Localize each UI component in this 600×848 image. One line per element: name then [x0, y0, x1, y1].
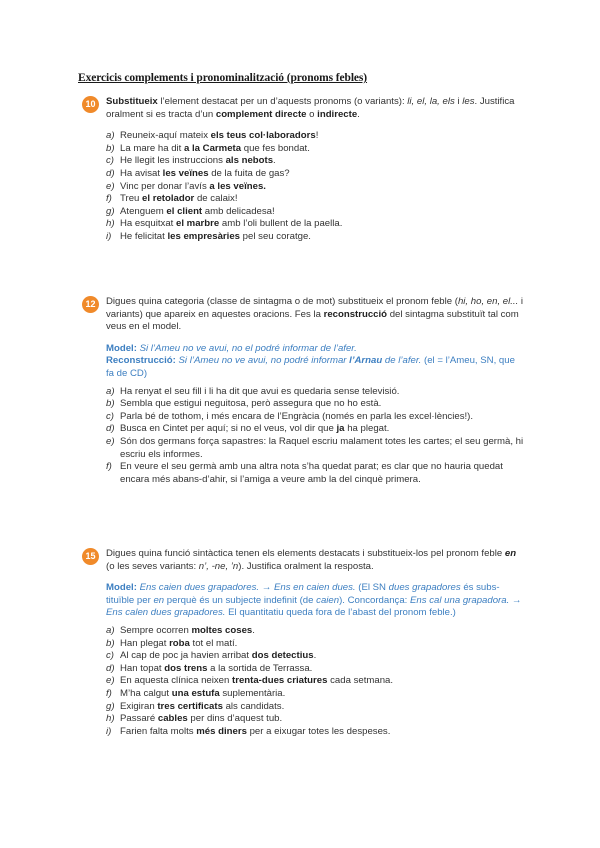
- item-text-end: que fes bondat.: [241, 142, 310, 154]
- item-highlight: els teus col·laboradors: [210, 130, 316, 142]
- item-text: Parla bé de tothom, i més encara de l’Engràcia (només en parla les excel·lències!).: [120, 410, 474, 422]
- item-highlight: a la Carmeta: [184, 142, 242, 154]
- item-letter: b): [106, 637, 115, 649]
- list-item: [106, 436, 524, 461]
- list-item: [106, 168, 524, 181]
- item-letter: d): [106, 167, 115, 179]
- list-item: [106, 181, 524, 194]
- list-item: [106, 675, 524, 688]
- item-text: M’ha calgut: [120, 687, 172, 699]
- list-item: [106, 155, 524, 168]
- item-highlight: roba: [169, 637, 190, 649]
- list-item: [106, 143, 524, 156]
- item-text: Ha renyat el seu fill i li ha dit que avui es quedaria sense televisió.: [120, 385, 400, 397]
- exercise-statement: Digues quina categoria (classe de sintagma o de mot) substitueix el pronom feble (hi, ho, en, el... i variants) que apareix en aquestes oracions. Fes la reconstrucció del sintagma substituït tal com veus en el model.: [106, 296, 524, 333]
- page-title: Exercicis complements i pronominalització (pronoms febles): [78, 72, 368, 84]
- item-text: En veure el seu germà amb una altra nota s’ha quedat parat; es clar que no hauria quedat encara més abans-d’ahir, si l’amiga a veure amb la del cinquè primera.: [120, 461, 503, 485]
- item-text-end: per dins d’aquest tub.: [187, 713, 283, 725]
- item-letter: a): [106, 130, 115, 142]
- item-highlight: més diners: [196, 725, 247, 737]
- item-text: La mare ha dit: [120, 142, 184, 154]
- item-text-end: de la fuita de gas?: [208, 167, 290, 179]
- exercise-statement: Digues quina funció sintàctica tenen els elements destacats i substitueix-los pel pronom feble en (o les seves variants: n’, -ne, ’n). Justifica oralment la resposta.: [106, 548, 517, 572]
- item-letter: a): [106, 385, 115, 397]
- list-item: [106, 218, 524, 231]
- list-item: [106, 411, 524, 424]
- item-highlight: ja: [336, 423, 345, 435]
- item-highlight: el marbre: [176, 218, 220, 230]
- item-highlight: el retolador: [142, 193, 195, 205]
- item-text-end: .: [252, 624, 255, 636]
- list-item: [106, 638, 524, 651]
- list-item: [106, 650, 524, 663]
- item-text-end: als candidats.: [222, 700, 285, 712]
- item-letter: a): [106, 624, 115, 636]
- item-text: Ha avisat: [120, 167, 163, 179]
- item-letter: f): [106, 687, 112, 699]
- item-text-end: a la sortida de Terrassa.: [207, 662, 313, 674]
- item-letter: i): [106, 725, 112, 737]
- item-highlight: les empresàries: [167, 230, 241, 242]
- item-text: Treu: [120, 193, 143, 205]
- item-letter: f): [106, 193, 112, 205]
- list-item: [106, 193, 524, 206]
- item-letter: h): [106, 218, 115, 230]
- list-item: [106, 398, 524, 411]
- item-text: Passaré: [120, 713, 158, 725]
- list-item: [106, 206, 524, 219]
- item-letter: c): [106, 155, 114, 167]
- list-item: [106, 231, 524, 244]
- exercise-12: [84, 296, 524, 486]
- list-item: [106, 713, 524, 726]
- exercise-statement: Substitueix l’element destacat per un d’aquests pronoms (o variants): li, el, la, els i les. Justifica oralment si es tracta d’un complement directe o indirecte.: [106, 96, 515, 120]
- exercise-number-badge: 10: [82, 96, 99, 113]
- item-text: Han plegat: [120, 637, 170, 649]
- item-letter: c): [106, 410, 114, 422]
- item-text: Sempre ocorren: [120, 624, 192, 636]
- item-highlight: el client: [166, 205, 203, 217]
- item-letter: e): [106, 435, 115, 447]
- item-text: Al cap de poc ja havien arribat: [120, 650, 252, 662]
- list-item: [106, 423, 524, 436]
- item-letter: i): [106, 230, 112, 242]
- item-text-end: .: [273, 155, 276, 167]
- item-letter: f): [106, 461, 112, 473]
- item-letter: b): [106, 142, 115, 154]
- item-text: Ha esquitxat: [120, 218, 176, 230]
- item-text-end: tot el matí.: [189, 637, 238, 649]
- item-text: Són dos germans força sapastres: la Raquel escriu malament totes les cartes; el seu germà, hi escriu els informes.: [120, 435, 524, 460]
- model-example: Model: Ens caien dues grapadores. → Ens en caien dues. (El SN dues grapadores és substitu‍ïble per en perquè és un subjecte indefinit (de caien). Concordança: Ens cal una grapadora. → Ens calen dues grapadores. El quantitatiu queda fora de l’abast del pronom feble.): [106, 582, 522, 619]
- list-item: [106, 688, 524, 701]
- item-letter: e): [106, 675, 115, 687]
- item-text: He felicitat: [120, 230, 168, 242]
- item-text-end: de calaix!: [194, 193, 238, 205]
- item-letter: b): [106, 398, 115, 410]
- item-text: Atenguem: [120, 205, 167, 217]
- list-item: [106, 625, 524, 638]
- item-highlight: dos trens: [164, 662, 208, 674]
- item-highlight: a les veïnes.: [209, 180, 266, 192]
- item-letter: e): [106, 180, 115, 192]
- list-item: [106, 130, 524, 143]
- list-item: [106, 663, 524, 676]
- list-item: [106, 386, 524, 399]
- item-text-end: ha plegat.: [344, 423, 390, 435]
- exercise-15: [84, 548, 524, 738]
- item-list: [106, 625, 524, 738]
- item-text-end: per a eixugar totes les despeses.: [246, 725, 391, 737]
- item-text-end: pel seu coratge.: [240, 230, 311, 242]
- model-example: Model: Si l’Ameu no ve avui, no el podré informar de l’afer. Reconstrucció: Si l’Ameu no ve avui, no podré informar l’Arnau de l’afer. (el = l’Ameu, SN, que fa de CD): [106, 342, 515, 379]
- item-letter: c): [106, 650, 114, 662]
- item-text: He llegit les instruccions: [120, 155, 226, 167]
- item-text-end: !: [315, 130, 319, 142]
- item-letter: h): [106, 713, 115, 725]
- item-text: Farien falta molts: [120, 725, 197, 737]
- exercise-10: [84, 96, 524, 244]
- item-letter: d): [106, 662, 115, 674]
- item-letter: g): [106, 700, 115, 712]
- item-highlight: dos detectius: [251, 650, 314, 662]
- item-highlight: les veïnes: [162, 167, 209, 179]
- item-text: En aquesta clínica neixen: [120, 675, 233, 687]
- list-item: [106, 726, 524, 739]
- item-text: Reuneix-aquí mateix: [120, 130, 211, 142]
- exercise-number-badge: 15: [82, 548, 99, 565]
- item-text-end: suplementària.: [219, 687, 286, 699]
- item-highlight: als nebots: [225, 155, 274, 167]
- item-text: Vinc per donar l’avís: [120, 180, 210, 192]
- item-text-end: cada setmana.: [327, 675, 394, 687]
- exercise-number-badge: 12: [82, 296, 99, 313]
- item-list: [106, 386, 524, 487]
- item-letter: d): [106, 423, 115, 435]
- list-item: [106, 701, 524, 714]
- item-text: Busca en Cintet per aquí; si no el veus, vol dir que: [120, 423, 337, 435]
- item-text: Sembla que estigui neguitosa, però assegura que no ho està.: [120, 398, 382, 410]
- list-item: [106, 461, 524, 486]
- item-text-end: amb l’oli bullent de la paella.: [219, 218, 343, 230]
- item-highlight: trenta-dues criatures: [232, 675, 328, 687]
- item-highlight: tres certificats: [157, 700, 223, 712]
- item-highlight: moltes coses: [191, 624, 253, 636]
- item-letter: g): [106, 205, 115, 217]
- item-text-end: .: [313, 650, 317, 662]
- item-highlight: una estufa: [171, 687, 220, 699]
- item-text: Exigiran: [120, 700, 158, 712]
- item-highlight: cables: [157, 713, 188, 725]
- item-text: Han topat: [120, 662, 165, 674]
- item-list: [106, 130, 524, 243]
- item-text-end: amb delicadesa!: [202, 205, 275, 217]
